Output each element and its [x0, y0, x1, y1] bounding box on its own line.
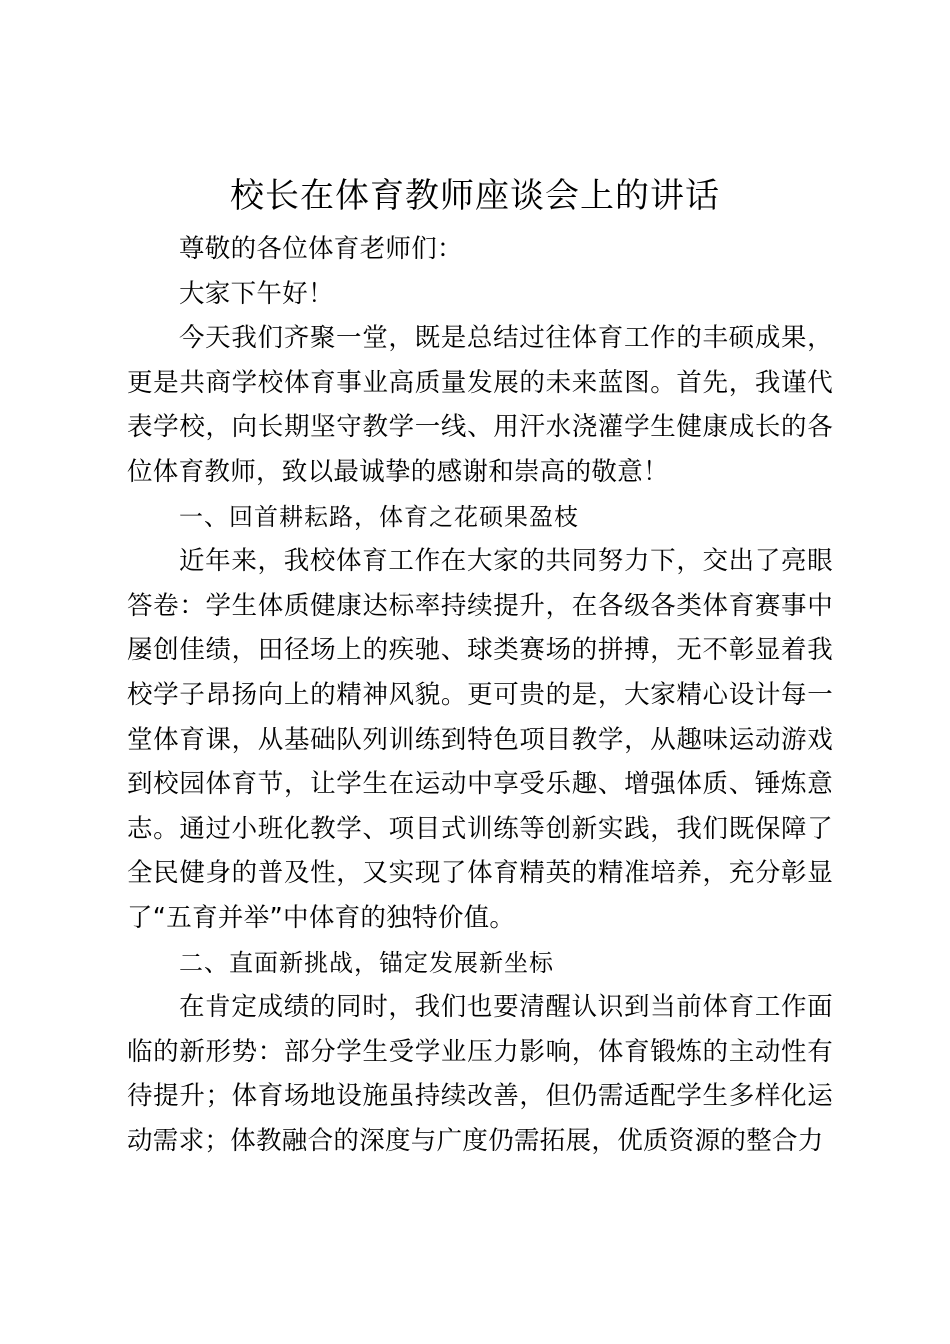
salutation: 尊敬的各位体育老师们：	[179, 234, 463, 264]
section-2-paragraph: 在肯定成绩的同时，我们也要清醒认识到当前体育工作面临的新形势：部分学生受学业压力影响，体育锻炼的主动性有待提升；体育场地设施虽持续改善，但仍需适配学生多样化运动需求；体教融合的深度与广度仍需拓展，优质资源的整合力	[127, 992, 833, 1156]
section-1-paragraph: 近年来，我校体育工作在大家的共同努力下，交出了亮眼答卷：学生体质健康达标率持续提升，在各级各类体育赛事中屡创佳绩，田径场上的疾驰、球类赛场的拼搏，无不彰显着我校学子昂扬向上的精神风貌。更可贵的是，大家精心设计每一堂体育课，从基础队列训练到特色项目教学，从趣味运动游戏到校园体育节，让学生在运动中享受乐趣、增强体质、锤炼意志。通过小班化教学、项目式训练等创新实践，我们既保障了全民健身的普及性，又实现了体育精英的精准培养，充分彰显了“五育并举”中体育的独特价值。	[127, 546, 833, 933]
section-1-heading: 一、回首耕耘路，体育之花硕果盈枝	[179, 502, 579, 531]
document-title: 校长在体育教师座谈会上的讲话	[230, 176, 720, 216]
section-2-heading: 二、直面新挑战，锚定发展新坐标	[179, 948, 554, 977]
document-body	[127, 227, 833, 1163]
intro-paragraph: 今天我们齐聚一堂，既是总结过往体育工作的丰硕成果，更是共商学校体育事业高质量发展的未来蓝图。首先，我谨代表学校，向长期坚守教学一线、用汗水浇灌学生健康成长的各位体育教师，致以最诚挚的感谢和崇高的敬意！	[127, 323, 833, 487]
greeting: 大家下午好！	[179, 278, 334, 309]
